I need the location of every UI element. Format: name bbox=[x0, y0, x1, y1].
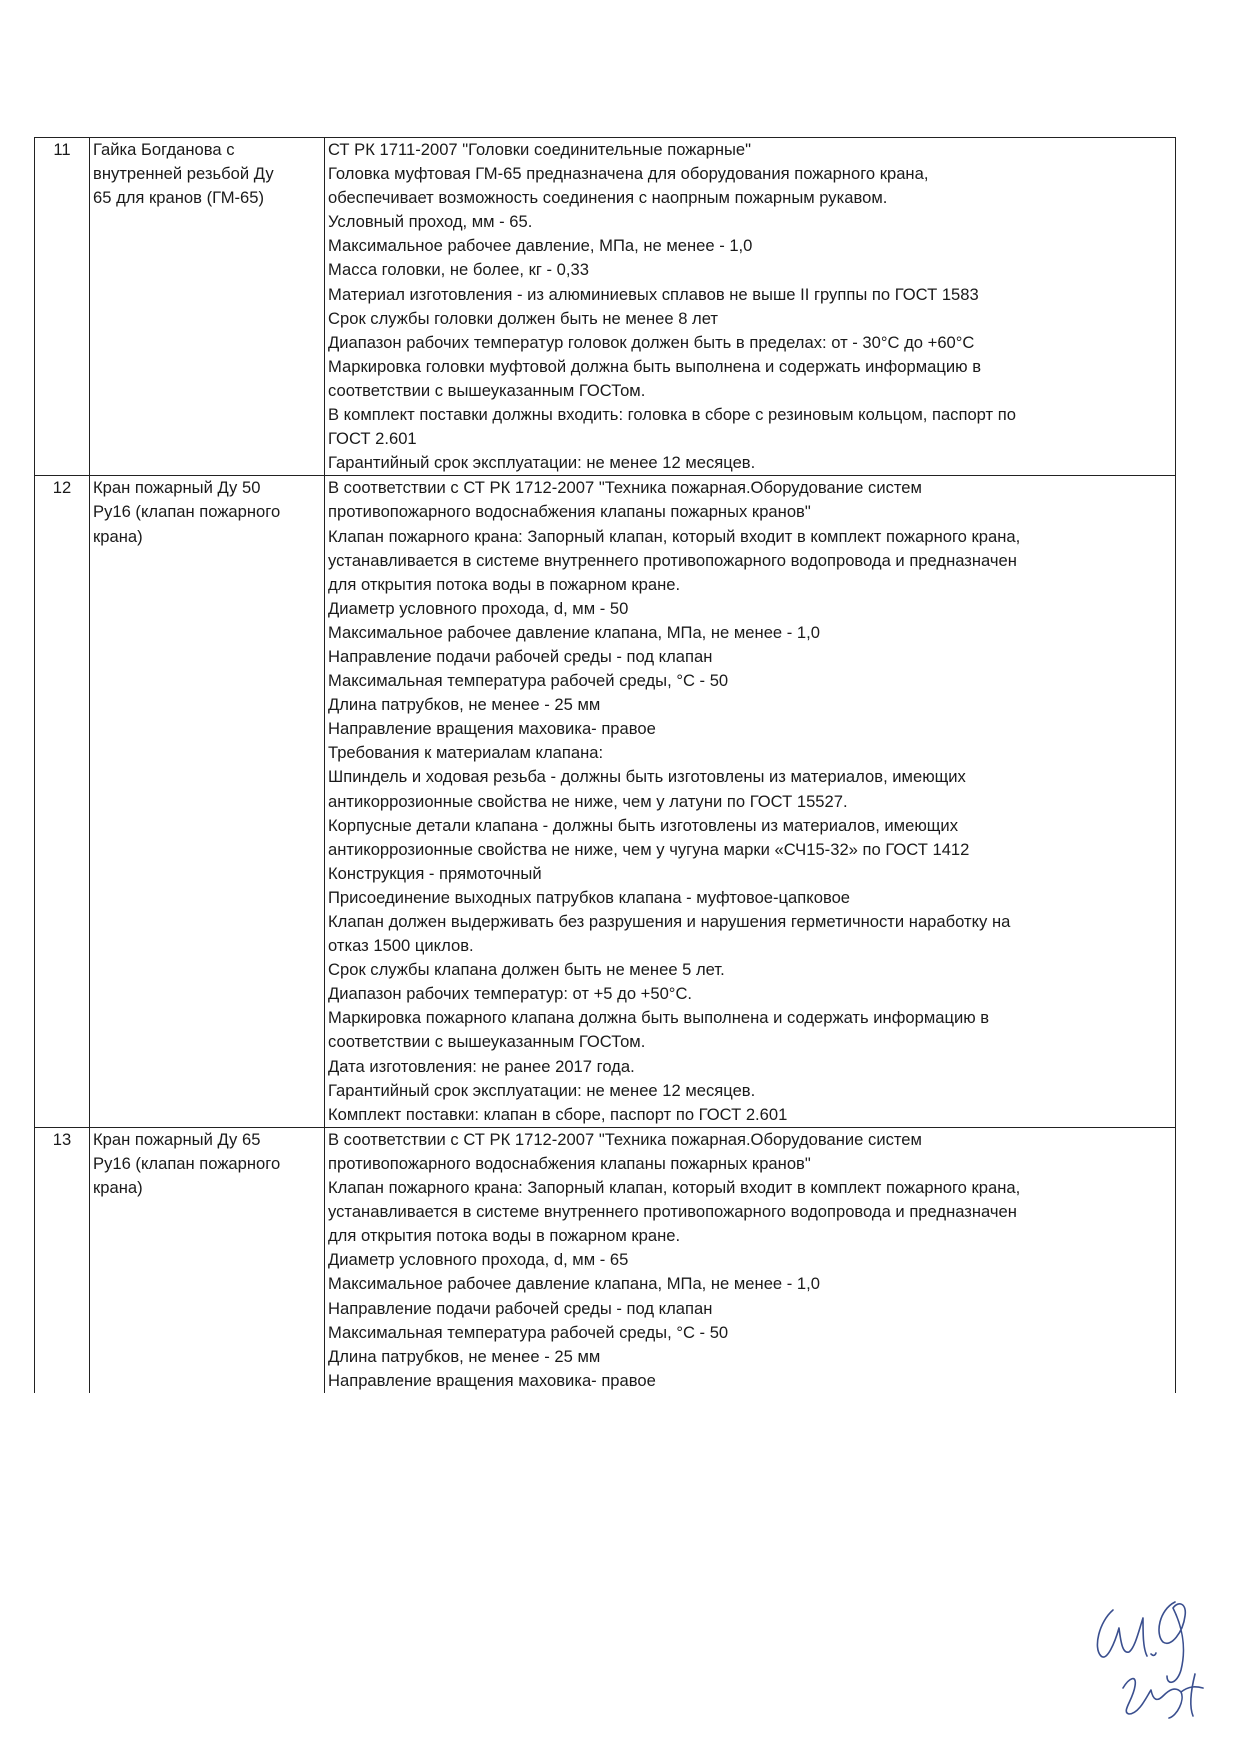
description-line: Гарантийный срок эксплуатации: не менее 12 месяцев. bbox=[328, 453, 756, 473]
description-line: Головка муфтовая ГМ-65 предназначена для оборудования пожарного крана, bbox=[328, 164, 929, 184]
item-name-line: крана) bbox=[93, 1178, 143, 1198]
table-row bbox=[35, 1127, 1176, 1393]
item-description-cell bbox=[325, 1127, 1176, 1393]
description-line: Масса головки, не более, кг - 0,33 bbox=[328, 260, 589, 280]
description-line: Требования к материалам клапана: bbox=[328, 743, 604, 763]
description-line: Материал изготовления - из алюминиевых сплавов не выше II группы по ГОСТ 1583 bbox=[328, 284, 979, 304]
description-line: ГОСТ 2.601 bbox=[328, 429, 417, 449]
description-line: Срок службы клапана должен быть не менее 5 лет. bbox=[328, 960, 725, 980]
description-line: Максимальная температура рабочей среды, °С - 50 bbox=[328, 1322, 729, 1342]
item-name-cell bbox=[90, 1127, 325, 1393]
description-line: Клапан должен выдерживать без разрушения и нарушения герметичности наработку на bbox=[328, 912, 1011, 931]
description-line: для открытия потока воды в пожарном кране. bbox=[328, 574, 681, 594]
item-description-cell bbox=[325, 138, 1176, 476]
handwritten-signature bbox=[1085, 1590, 1220, 1730]
item-name-line: крана) bbox=[93, 526, 143, 546]
table-row bbox=[35, 476, 1176, 1128]
description-line: отказ 1500 циклов. bbox=[328, 936, 474, 956]
description-line: противопожарного водоснабжения клапаны пожарных кранов" bbox=[328, 1153, 811, 1173]
item-description-cell bbox=[325, 476, 1176, 1128]
description-line: Направление подачи рабочей среды - под клапан bbox=[328, 1298, 713, 1318]
description-line: Направление вращения маховика- правое bbox=[328, 719, 656, 739]
description-line: антикоррозионные свойства не ниже, чем у латуни по ГОСТ 15527. bbox=[328, 791, 848, 811]
row-number-cell: 13 bbox=[35, 1127, 90, 1393]
description-line: Шпиндель и ходовая резьба - должны быть изготовлены из материалов, имеющих bbox=[328, 767, 966, 787]
description-line: Максимальное рабочее давление, МПа, не менее - 1,0 bbox=[328, 236, 753, 256]
row-number-cell: 12 bbox=[35, 476, 90, 1128]
description-line: Направление подачи рабочей среды - под клапан bbox=[328, 646, 713, 666]
description-line: В соответствии с СТ РК 1712-2007 "Техника пожарная.Оборудование систем bbox=[328, 478, 922, 498]
description-line: Диаметр условного прохода, d, мм - 65 bbox=[328, 1250, 629, 1270]
description-line: Максимальная температура рабочей среды, °С - 50 bbox=[328, 671, 729, 691]
item-name-line: Ру16 (клапан пожарного bbox=[93, 502, 281, 522]
description-line: Дата изготовления: не ранее 2017 года. bbox=[328, 1056, 635, 1076]
description-line: СТ РК 1711-2007 "Головки соединительные пожарные" bbox=[328, 140, 752, 159]
description-line: Корпусные детали клапана - должны быть изготовлены из материалов, имеющих bbox=[328, 815, 958, 835]
description-line: антикоррозионные свойства не ниже, чем у чугуна марки «СЧ15-32» по ГОСТ 1412 bbox=[328, 839, 970, 859]
description-line: Длина патрубков, не менее - 25 мм bbox=[328, 1346, 601, 1366]
description-line: Длина патрубков, не менее - 25 мм bbox=[328, 695, 601, 715]
item-name-line: Гайка Богданова с bbox=[93, 140, 235, 159]
specification-table-body bbox=[35, 138, 1176, 1393]
description-line: Присоединение выходных патрубков клапана - муфтовое-цапковое bbox=[328, 887, 851, 907]
description-line: устанавливается в системе внутреннего противопожарного водопровода и предназначен bbox=[328, 550, 1017, 570]
item-name-line: 65 для кранов (ГМ-65) bbox=[93, 188, 265, 208]
description-line: Диапазон рабочих температур головок должен быть в пределах: от - 30°С до +60°С bbox=[328, 332, 975, 352]
description-line: В соответствии с СТ РК 1712-2007 "Техника пожарная.Оборудование систем bbox=[328, 1129, 922, 1149]
description-line: Маркировка головки муфтовой должна быть выполнена и содержать информацию в bbox=[328, 356, 982, 376]
description-line: Диаметр условного прохода, d, мм - 50 bbox=[328, 598, 629, 618]
description-line: В комплект поставки должны входить: головка в сборе с резиновым кольцом, паспорт по bbox=[328, 405, 1016, 425]
description-line: устанавливается в системе внутреннего противопожарного водопровода и предназначен bbox=[328, 1202, 1017, 1222]
item-name-cell bbox=[90, 138, 325, 476]
item-name-cell bbox=[90, 476, 325, 1128]
description-line: Срок службы головки должен быть не менее 8 лет bbox=[328, 308, 718, 328]
description-line: Маркировка пожарного клапана должна быть выполнена и содержать информацию в bbox=[328, 1008, 990, 1028]
description-line: Максимальное рабочее давление клапана, МПа, не менее - 1,0 bbox=[328, 622, 820, 642]
description-line: соответствии с вышеуказанным ГОСТом. bbox=[328, 1032, 646, 1052]
item-name-line: Кран пожарный Ду 50 bbox=[93, 478, 261, 498]
item-name-line: внутренней резьбой Ду bbox=[93, 164, 274, 184]
row-number-cell: 11 bbox=[35, 138, 90, 476]
description-line: Клапан пожарного крана: Запорный клапан, который входит в комплект пожарного крана, bbox=[328, 526, 1021, 546]
description-line: Клапан пожарного крана: Запорный клапан, который входит в комплект пожарного крана, bbox=[328, 1178, 1021, 1198]
description-line: соответствии с вышеуказанным ГОСТом. bbox=[328, 380, 646, 400]
description-line: для открытия потока воды в пожарном кране. bbox=[328, 1226, 681, 1246]
description-line: Диапазон рабочих температур: от +5 до +50°С. bbox=[328, 984, 693, 1004]
table-row bbox=[35, 138, 1176, 476]
description-line: противопожарного водоснабжения клапаны пожарных кранов" bbox=[328, 502, 811, 522]
description-line: Гарантийный срок эксплуатации: не менее 12 месяцев. bbox=[328, 1080, 756, 1100]
description-line: Комплект поставки: клапан в сборе, паспорт по ГОСТ 2.601 bbox=[328, 1104, 788, 1124]
description-line: обеспечивает возможность соединения с наопрным пожарным рукавом. bbox=[328, 188, 888, 208]
item-name-line: Кран пожарный Ду 65 bbox=[93, 1129, 261, 1149]
description-line: Конструкция - прямоточный bbox=[328, 863, 542, 883]
description-line: Максимальное рабочее давление клапана, МПа, не менее - 1,0 bbox=[328, 1274, 820, 1294]
item-name-line: Ру16 (клапан пожарного bbox=[93, 1153, 281, 1173]
description-line: Условный проход, мм - 65. bbox=[328, 212, 533, 232]
specification-table bbox=[34, 137, 1176, 1393]
description-line: Направление вращения маховика- правое bbox=[328, 1370, 656, 1390]
